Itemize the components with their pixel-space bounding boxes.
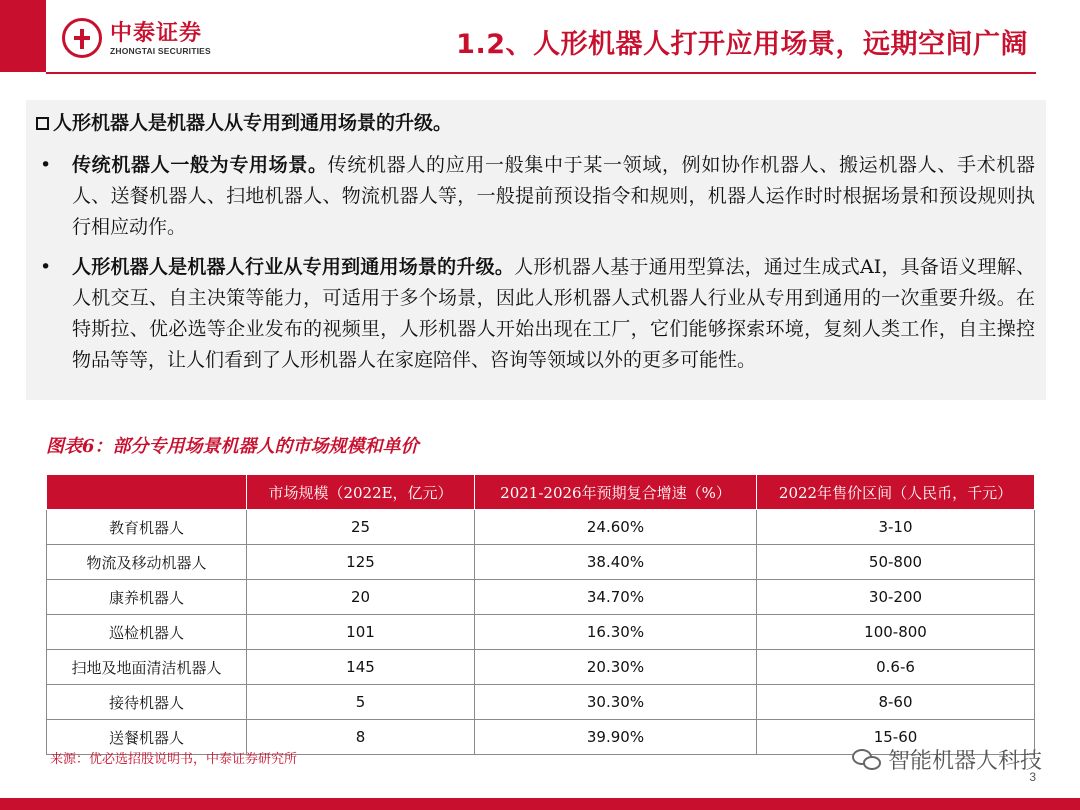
price-range-cell: 3-10 — [757, 510, 1035, 545]
column-header — [47, 475, 247, 510]
logo-text-cn: 中泰证券 — [110, 21, 203, 46]
page-number: 3 — [1029, 770, 1036, 784]
bullet-lead: 人形机器人是机器人行业从专用到通用场景的升级。 — [72, 256, 515, 278]
robot-type-cell: 扫地及地面清洁机器人 — [47, 650, 247, 685]
robot-type-cell: 教育机器人 — [47, 510, 247, 545]
table-row — [47, 615, 1035, 650]
price-range-cell: 0.6-6 — [757, 650, 1035, 685]
price-range-cell: 100-800 — [757, 615, 1035, 650]
market-size-cell: 145 — [247, 650, 475, 685]
robot-type-cell: 康养机器人 — [47, 580, 247, 615]
bullet-item — [40, 252, 1035, 376]
source-note: 来源：优必选招股说明书，中泰证券研究所 — [50, 752, 298, 767]
cagr-cell: 30.30% — [475, 685, 757, 720]
zhongtai-logo-icon — [62, 18, 102, 58]
column-header: 2021-2026年预期复合增速（%） — [475, 475, 757, 510]
cagr-cell: 34.70% — [475, 580, 757, 615]
bullet-item — [40, 150, 1035, 243]
summary-heading — [36, 108, 452, 135]
bullet-dot-icon: • — [40, 154, 52, 176]
robot-type-cell: 接待机器人 — [47, 685, 247, 720]
robot-type-cell: 送餐机器人 — [47, 720, 247, 755]
summary-box — [26, 100, 1046, 400]
company-logo — [62, 18, 222, 62]
table-row — [47, 650, 1035, 685]
bullet-text — [72, 252, 1035, 376]
table-row — [47, 510, 1035, 545]
bullet-dot-icon: • — [40, 256, 52, 278]
price-range-cell: 8-60 — [757, 685, 1035, 720]
header — [0, 0, 1080, 78]
market-size-cell: 5 — [247, 685, 475, 720]
price-range-cell: 30-200 — [757, 580, 1035, 615]
wechat-watermark — [852, 744, 1042, 775]
bullet-body: 人形机器人基于通用型算法，通过生成式AI，具备语义理解、人机交互、自主决策等能力，可适用于多个场景，因此人形机器人式机器人行业从专用到通用的一次重要升级。在特斯拉、优必选等企业发布的视频里，人形机器人开始出现在工厂，它们能够探索环境，复刻人类工作，自主操控物品等等，让人们看到了人形机器人在家庭陪伴、咨询等领域以外的更多可能性。 — [72, 256, 1035, 371]
market-size-cell: 25 — [247, 510, 475, 545]
table-row — [47, 685, 1035, 720]
footer-bar — [0, 798, 1080, 810]
bullet-text — [72, 150, 1035, 243]
column-header: 市场规模（2022E，亿元） — [247, 475, 475, 510]
market-size-cell: 8 — [247, 720, 475, 755]
cagr-cell: 20.30% — [475, 650, 757, 685]
table-row — [47, 580, 1035, 615]
checkbox-square-icon — [36, 117, 49, 130]
price-range-cell: 15-60 — [757, 720, 1035, 755]
column-header: 2022年售价区间（人民币，千元） — [757, 475, 1035, 510]
logo-text-en: ZHONGTAI SECURITIES — [110, 46, 211, 56]
table-row — [47, 545, 1035, 580]
market-size-cell: 125 — [247, 545, 475, 580]
watermark-text: 智能机器人科技 — [887, 749, 1042, 774]
bullet-lead: 传统机器人一般为专用场景。 — [72, 154, 328, 176]
header-accent-bar — [0, 0, 46, 72]
wechat-icon — [852, 749, 882, 771]
summary-heading-text: 人形机器人是机器人从专用到通用场景的升级。 — [53, 112, 453, 134]
market-size-table — [46, 474, 1035, 755]
cagr-cell: 24.60% — [475, 510, 757, 545]
bullet-body: 传统机器人的应用一般集中于某一领域，例如协作机器人、搬运机器人、手术机器人、送餐机器人、扫地机器人、物流机器人等，一般提前预设指令和规则，机器人运作时时根据场景和预设规则执行相应动作。 — [72, 154, 1035, 238]
robot-type-cell: 巡检机器人 — [47, 615, 247, 650]
cagr-cell: 16.30% — [475, 615, 757, 650]
market-size-cell: 101 — [247, 615, 475, 650]
figure-caption: 图表6：部分专用场景机器人的市场规模和单价 — [46, 436, 419, 457]
page-title: 1.2、人形机器人打开应用场景，远期空间广阔 — [456, 29, 1028, 60]
table-header-row — [47, 475, 1035, 510]
cagr-cell: 38.40% — [475, 545, 757, 580]
cagr-cell: 39.90% — [475, 720, 757, 755]
robot-type-cell: 物流及移动机器人 — [47, 545, 247, 580]
title-divider — [46, 72, 1036, 74]
market-size-cell: 20 — [247, 580, 475, 615]
price-range-cell: 50-800 — [757, 545, 1035, 580]
